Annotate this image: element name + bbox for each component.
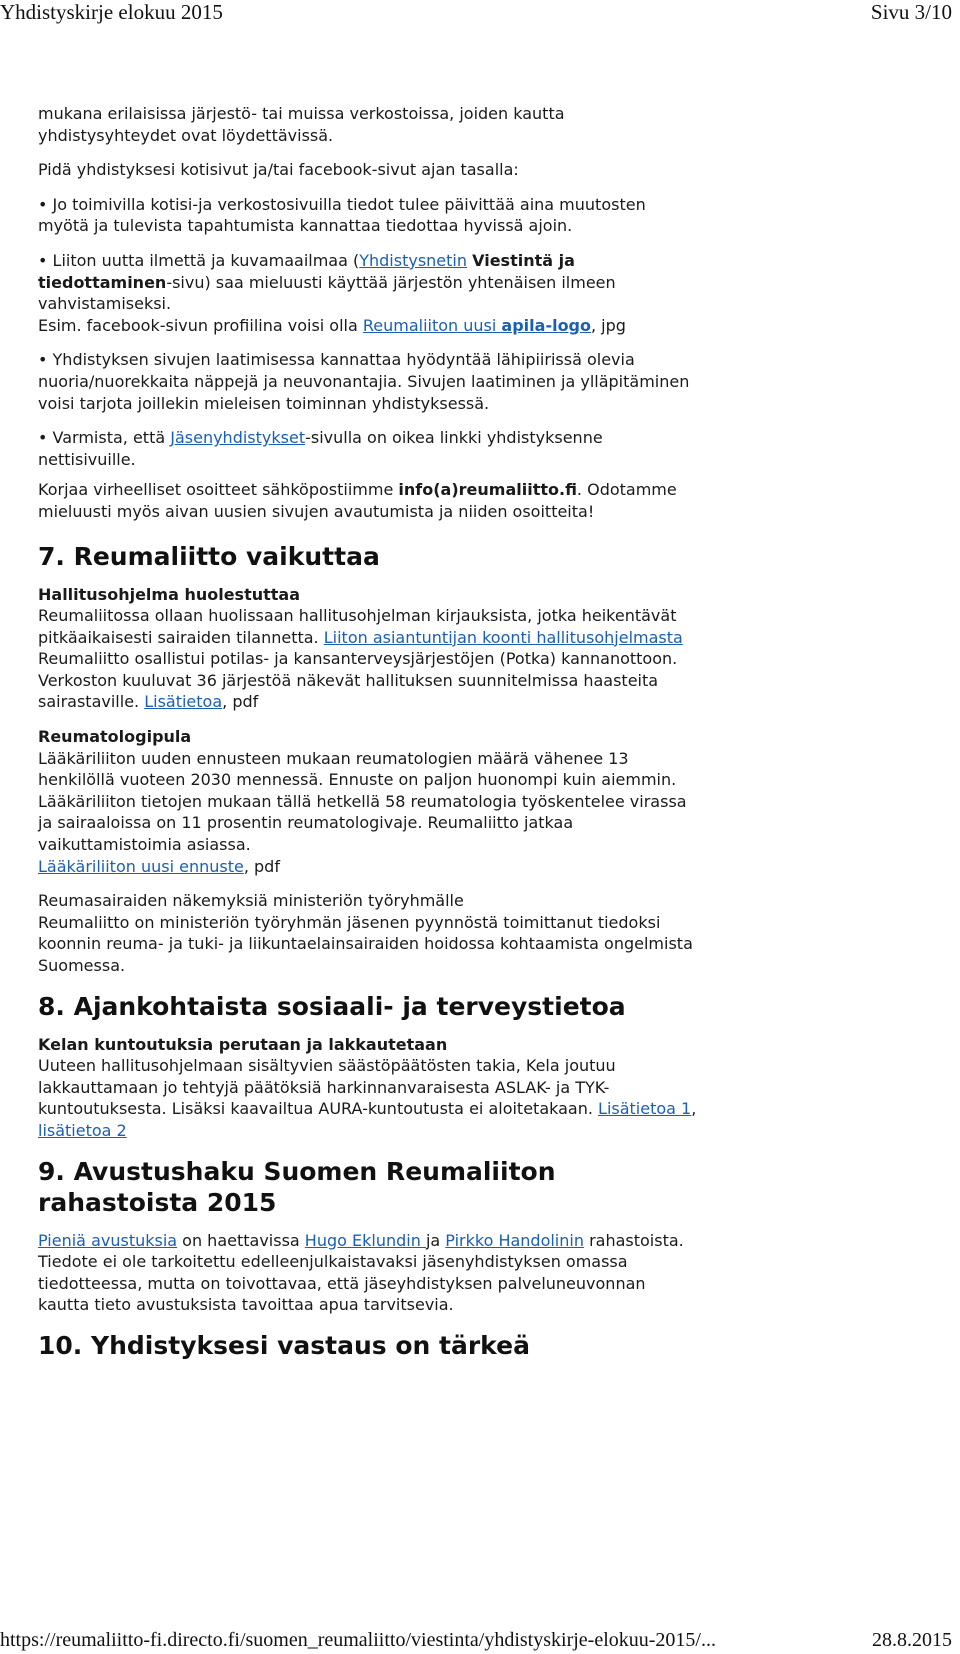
paragraph: Pieniä avustuksia on haettavissa Hugo Eklundin ja Pirkko Handolinin rahastoista. Tiedote ei ole tarkoitettu edelleenjulkaistavaksi jäsenyhdistyksen omassa tiedotteessa, mutta on toivottavaa, että jäseyhdistyksen palveluneuvonnan kautta tieto avustuksista tavoittaa apua tarvitsevia. (38, 1230, 684, 1315)
lisatietoa-2-link[interactable]: lisätietoa 2 (38, 1120, 127, 1140)
paragraph: Korjaa virheelliset osoitteet sähköpostiimme info(a)reumaliitto.fi. Odotamme mieluusti myös aivan uusien sivujen avautumista ja niiden osoitteita! (38, 480, 677, 521)
section-title: 9. Avustushaku Suomen Reumaliiton rahastoista 2015 (38, 1156, 556, 1217)
paragraph: Reumaliitto on ministeriön työryhmän jäsenen pyynnöstä toimittanut tiedoksi koonnin reuma- ja tuki- ja liikuntaelainsairaiden hoidossa kohtaamista ongelmista Suomessa. (38, 912, 693, 975)
subheading: Hallitusohjelma huolestuttaa (38, 584, 301, 604)
subheading: Reumatologipula (38, 727, 192, 747)
newsletter-content (38, 103, 698, 1361)
paragraph: Pidä yhdistyksesi kotisivut ja/tai facebook-sivut ajan tasalla: (38, 160, 519, 180)
pirkko-handolin-link[interactable]: Pirkko Handolinin (445, 1230, 584, 1250)
section-title: 10. Yhdistyksesi vastaus on tärkeä (38, 1330, 530, 1360)
avustuksia-link[interactable]: Pieniä avustuksia (38, 1230, 178, 1250)
ennuste-link[interactable]: Lääkäriliiton uusi ennuste (38, 856, 244, 876)
bullet-item: • Yhdistyksen sivujen laatimisessa kannattaa hyödyntää lähipiirissä olevia nuoria/nuorekkaita näppejä ja neuvonantajia. Sivujen laatiminen ja ylläpitäminen voisi tarjota joillekin mieleisen toiminnan yhdistyksessä. (38, 350, 690, 413)
lisatietoa-link[interactable]: Lisätietoa (144, 692, 223, 712)
logo-link[interactable]: Reumaliiton uusi apila-logo (362, 315, 591, 335)
print-footer-url: https://reumaliitto-fi.directo.fi/suomen_reumaliitto/viestinta/yhdistyskirje-elokuu-2015/... (0, 1629, 716, 1651)
print-page-number: Sivu 3/10 (870, 0, 952, 24)
paragraph: Reumaliitossa ollaan huolissaan hallitusohjelman kirjauksista, jotka heikentävät pitkäaikaisesti sairaiden tilannetta. Liiton asiantuntijan koonti hallitusohjelmasta Reumaliitto osallistui potilas- ja kansanterveysjärjestöjen (Potka) kannanottoon. Verkoston kuuluvat 36 järjestöä näkevät hallituksen suunnitelmissa haasteita sairastaville. Lisätietoa, pdf (38, 606, 683, 712)
hugo-eklund-link[interactable]: Hugo Eklundin (304, 1230, 426, 1250)
print-header-title: Yhdistyskirje elokuu 2015 (0, 0, 223, 24)
paragraph: mukana erilaisissa järjestö- tai muissa verkostoissa, joiden kautta yhdistysyhteydet ovat löydettävissä. (38, 104, 565, 145)
print-footer-date: 28.8.2015 (872, 1629, 952, 1651)
subheading: Kelan kuntoutuksia perutaan ja lakkautetaan (38, 1034, 448, 1054)
lisatietoa-1-link[interactable]: Lisätietoa 1 (598, 1099, 692, 1119)
bullet-item: • Jo toimivilla kotisi-ja verkostosivuilla tiedot tulee päivittää aina muutosten myötä ja tulevista tapahtumista kannattaa tiedottaa hyvissä ajoin. (38, 194, 646, 236)
bullet-item: • Varmista, että Jäsenyhdistykset-sivulla on oikea linkki yhdistyksenne nettisivuille. (38, 428, 603, 469)
paragraph: Uuteen hallitusohjelmaan sisältyvien säästöpäätösten takia, Kela joutuu lakkauttamaan jo tehtyjä päätöksiä harkinnanvaraisesta ASLAK- ja TYK-kuntoutuksesta. Lisäksi kaavailtua AURA-kuntoutusta ei aloitetakaan. Lisätietoa 1, lisätietoa 2 (38, 1056, 697, 1140)
subheading: Reumasairaiden näkemyksiä ministeriön työryhmälle (38, 891, 464, 911)
jasenyhdistykset-link[interactable]: Jäsenyhdistykset (170, 428, 306, 448)
section-title: 7. Reumaliitto vaikuttaa (38, 541, 380, 571)
paragraph: Lääkäriliiton uuden ennusteen mukaan reumatologien määrä vähenee 13 henkilöllä vuoteen 2030 mennessä. Ennuste on paljon huonompi kuin aiemmin. Lääkäriliiton tietojen mukaan tällä hetkellä 58 reumatologia työskentelee virassa ja sairaaloissa on 11 prosentin reumatologivaje. Reumaliitto jatkaa vaikuttamistoimia asiassa. Lääkäriliiton uusi ennuste, pdf (38, 748, 687, 876)
email-address: info(a)reumaliitto.fi (398, 480, 577, 500)
bullet-item: • Liiton uutta ilmettä ja kuvamaailmaa (Yhdistysnetin Viestintä ja tiedottaminen-sivu) saa mieluusti käyttää järjestön yhtenäisen ilmeen vahvistamiseksi. Esim. facebook-sivun profiilina voisi olla Reumaliiton uusi apila-logo, jpg (38, 250, 626, 335)
hallitusohjelma-link[interactable]: Liiton asiantuntijan koonti hallitusohjelmasta (323, 627, 683, 647)
yhdistysnetti-link[interactable]: Yhdistysnetin (359, 250, 468, 270)
section-title: 8. Ajankohtaista sosiaali- ja terveystietoa (38, 991, 626, 1021)
